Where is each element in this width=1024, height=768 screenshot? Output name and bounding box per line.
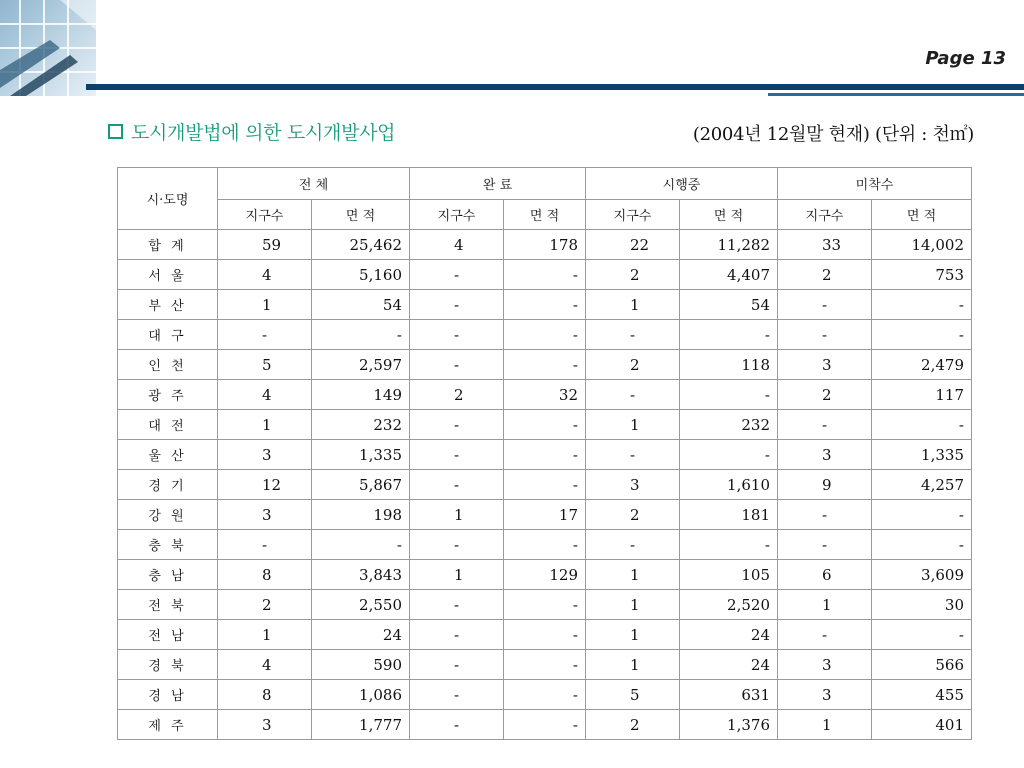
area-cell: - [872, 620, 972, 650]
area-cell: 401 [872, 710, 972, 740]
district-count-cell: 1 [410, 560, 504, 590]
table-row [118, 500, 972, 530]
region-cell: 광 주 [118, 380, 218, 410]
area-cell: 2,550 [312, 590, 410, 620]
corner-decoration-graphic [0, 0, 96, 96]
area-cell: - [504, 410, 586, 440]
district-count-cell: 1 [586, 650, 680, 680]
area-cell: - [504, 350, 586, 380]
area-cell: 105 [680, 560, 778, 590]
district-count-cell: 3 [586, 470, 680, 500]
district-count-cell: 4 [410, 230, 504, 260]
region-cell: 인 천 [118, 350, 218, 380]
district-count-cell: 1 [586, 410, 680, 440]
area-cell: 54 [312, 290, 410, 320]
district-count-cell: - [410, 620, 504, 650]
district-count-cell: 2 [586, 500, 680, 530]
region-cell: 대 구 [118, 320, 218, 350]
area-cell: 2,479 [872, 350, 972, 380]
area-cell: 232 [312, 410, 410, 440]
district-count-cell: 3 [218, 440, 312, 470]
district-count-cell: 1 [778, 710, 872, 740]
area-cell: 129 [504, 560, 586, 590]
district-count-cell: - [410, 260, 504, 290]
region-cell: 충 북 [118, 530, 218, 560]
region-cell: 울 산 [118, 440, 218, 470]
district-count-cell: - [410, 470, 504, 500]
table-row [118, 230, 972, 260]
area-cell: - [312, 320, 410, 350]
area-cell: 631 [680, 680, 778, 710]
district-count-cell: - [586, 530, 680, 560]
table-body [118, 230, 972, 740]
area-cell: 753 [872, 260, 972, 290]
data-table [117, 167, 972, 740]
district-count-cell: - [218, 320, 312, 350]
table-row [118, 710, 972, 740]
group-header-not-started: 미착수 [778, 168, 972, 200]
table-row [118, 290, 972, 320]
district-count-cell: 1 [586, 290, 680, 320]
district-count-cell: 1 [586, 560, 680, 590]
area-cell: 3,609 [872, 560, 972, 590]
district-count-cell: 1 [218, 620, 312, 650]
region-cell: 전 북 [118, 590, 218, 620]
area-cell: 149 [312, 380, 410, 410]
header-divider [86, 84, 1024, 90]
district-count-cell: - [410, 320, 504, 350]
corner-header: 시·도명 [118, 168, 218, 230]
area-cell: - [504, 680, 586, 710]
area-cell: - [872, 290, 972, 320]
area-cell: 1,086 [312, 680, 410, 710]
area-cell: - [504, 530, 586, 560]
checkbox-bullet-icon [108, 124, 123, 139]
district-count-cell: - [218, 530, 312, 560]
area-cell: - [504, 320, 586, 350]
region-cell: 전 남 [118, 620, 218, 650]
area-cell: - [504, 290, 586, 320]
district-count-cell: 5 [218, 350, 312, 380]
area-cell: 14,002 [872, 230, 972, 260]
district-count-cell: 22 [586, 230, 680, 260]
area-cell: - [504, 650, 586, 680]
area-cell: 4,257 [872, 470, 972, 500]
area-cell: 32 [504, 380, 586, 410]
table-row [118, 680, 972, 710]
slide-title-text: 도시개발법에 의한 도시개발사업 [131, 122, 396, 144]
area-cell: 3,843 [312, 560, 410, 590]
area-cell: 566 [872, 650, 972, 680]
title-row [108, 118, 988, 152]
area-cell: 118 [680, 350, 778, 380]
district-count-cell: 2 [778, 260, 872, 290]
district-count-cell: 2 [586, 710, 680, 740]
area-cell: 4,407 [680, 260, 778, 290]
page-number: Page 13 [925, 48, 1006, 69]
area-cell: 1,335 [312, 440, 410, 470]
district-count-cell: 1 [586, 590, 680, 620]
table-row [118, 260, 972, 290]
area-cell: 25,462 [312, 230, 410, 260]
region-cell: 서 울 [118, 260, 218, 290]
area-cell: 2,597 [312, 350, 410, 380]
district-count-cell: - [410, 350, 504, 380]
district-count-cell: 3 [778, 680, 872, 710]
subheader-cell: 지구수 [410, 200, 504, 230]
district-count-cell: 1 [778, 590, 872, 620]
region-cell: 경 남 [118, 680, 218, 710]
area-cell: - [312, 530, 410, 560]
district-count-cell: - [410, 440, 504, 470]
subheader-cell: 지구수 [586, 200, 680, 230]
area-cell: - [872, 320, 972, 350]
district-count-cell: - [410, 410, 504, 440]
district-count-cell: 2 [218, 590, 312, 620]
header-divider-accent [768, 93, 1024, 96]
area-cell: 1,376 [680, 710, 778, 740]
district-count-cell: 12 [218, 470, 312, 500]
district-count-cell: 3 [218, 710, 312, 740]
area-cell: 117 [872, 380, 972, 410]
table-row [118, 560, 972, 590]
area-cell: 178 [504, 230, 586, 260]
district-count-cell: - [586, 380, 680, 410]
district-count-cell: 1 [218, 410, 312, 440]
group-header-total: 전 체 [218, 168, 410, 200]
district-count-cell: 5 [586, 680, 680, 710]
area-cell: 181 [680, 500, 778, 530]
district-count-cell: 2 [778, 380, 872, 410]
subheader-cell: 면 적 [872, 200, 972, 230]
table-row [118, 530, 972, 560]
region-cell: 강 원 [118, 500, 218, 530]
district-count-cell: - [778, 530, 872, 560]
district-count-cell: 4 [218, 260, 312, 290]
area-cell: - [680, 320, 778, 350]
area-cell: 5,160 [312, 260, 410, 290]
district-count-cell: - [586, 440, 680, 470]
area-cell: 54 [680, 290, 778, 320]
area-cell: - [504, 440, 586, 470]
district-count-cell: 4 [218, 650, 312, 680]
district-count-cell: - [410, 530, 504, 560]
table-row [118, 650, 972, 680]
district-count-cell: 1 [586, 620, 680, 650]
group-header-completed: 완 료 [410, 168, 586, 200]
table-row [118, 410, 972, 440]
area-cell: - [504, 260, 586, 290]
area-cell: 1,610 [680, 470, 778, 500]
area-cell: 24 [312, 620, 410, 650]
table-row [118, 350, 972, 380]
district-count-cell: - [410, 710, 504, 740]
district-count-cell: 2 [410, 380, 504, 410]
area-cell: 1,777 [312, 710, 410, 740]
table-row [118, 440, 972, 470]
subheader-cell: 지구수 [218, 200, 312, 230]
area-cell: - [504, 710, 586, 740]
subheader-cell: 지구수 [778, 200, 872, 230]
table-subheader-row [118, 200, 972, 230]
area-cell: - [872, 410, 972, 440]
district-count-cell: - [586, 320, 680, 350]
district-count-cell: 3 [218, 500, 312, 530]
district-count-cell: - [778, 500, 872, 530]
table-row [118, 590, 972, 620]
area-cell: - [504, 620, 586, 650]
district-count-cell: 8 [218, 680, 312, 710]
district-count-cell: 2 [586, 350, 680, 380]
district-count-cell: 9 [778, 470, 872, 500]
district-count-cell: 1 [410, 500, 504, 530]
area-cell: - [680, 530, 778, 560]
table-row [118, 470, 972, 500]
subheader-cell: 면 적 [680, 200, 778, 230]
area-cell: 590 [312, 650, 410, 680]
district-count-cell: 6 [778, 560, 872, 590]
area-cell: 24 [680, 650, 778, 680]
area-cell: 5,867 [312, 470, 410, 500]
region-cell: 충 남 [118, 560, 218, 590]
region-cell: 부 산 [118, 290, 218, 320]
table-row [118, 320, 972, 350]
unit-note: (2004년 12월말 현재) (단위 : 천㎡) [692, 124, 974, 145]
district-count-cell: 3 [778, 440, 872, 470]
region-cell: 제 주 [118, 710, 218, 740]
district-count-cell: 3 [778, 650, 872, 680]
area-cell: - [872, 500, 972, 530]
district-count-cell: 3 [778, 350, 872, 380]
table-header-row [118, 168, 972, 200]
district-count-cell: - [410, 680, 504, 710]
area-cell: 17 [504, 500, 586, 530]
area-cell: 232 [680, 410, 778, 440]
district-count-cell: - [778, 320, 872, 350]
region-cell: 합 계 [118, 230, 218, 260]
region-cell: 경 기 [118, 470, 218, 500]
slide-title [108, 118, 395, 145]
region-cell: 경 북 [118, 650, 218, 680]
area-cell: 1,335 [872, 440, 972, 470]
district-count-cell: 4 [218, 380, 312, 410]
district-count-cell: 2 [586, 260, 680, 290]
group-header-in-progress: 시행중 [586, 168, 778, 200]
area-cell: - [504, 590, 586, 620]
area-cell: - [680, 380, 778, 410]
area-cell: - [504, 470, 586, 500]
area-cell: 30 [872, 590, 972, 620]
area-cell: 24 [680, 620, 778, 650]
area-cell: 455 [872, 680, 972, 710]
area-cell: - [872, 530, 972, 560]
district-count-cell: 8 [218, 560, 312, 590]
district-count-cell: - [410, 590, 504, 620]
area-cell: 198 [312, 500, 410, 530]
subheader-cell: 면 적 [504, 200, 586, 230]
table-row [118, 620, 972, 650]
district-count-cell: - [778, 620, 872, 650]
district-count-cell: - [410, 650, 504, 680]
table-row [118, 380, 972, 410]
district-count-cell: - [778, 290, 872, 320]
district-count-cell: - [410, 290, 504, 320]
region-cell: 대 전 [118, 410, 218, 440]
district-count-cell: - [778, 410, 872, 440]
district-count-cell: 1 [218, 290, 312, 320]
subheader-cell: 면 적 [312, 200, 410, 230]
district-count-cell: 59 [218, 230, 312, 260]
area-cell: 11,282 [680, 230, 778, 260]
area-cell: - [680, 440, 778, 470]
area-cell: 2,520 [680, 590, 778, 620]
district-count-cell: 33 [778, 230, 872, 260]
